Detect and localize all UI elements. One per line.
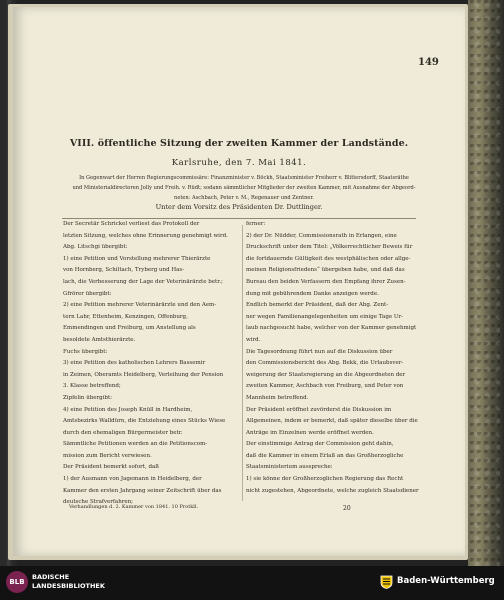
text-line: Bureau den beiden Verfassern den Empfang ihrer Zusen- [246,278,406,285]
column-divider [242,225,243,501]
text-line: 3) eine Petition des katholischen Lehrers Bassemir [63,360,206,367]
attendance-line: und Ministerialdirectoren Jolly und Freih. v. Rüdt; sodann sämmtlicher Mitglieder der zweiten Kammer, mit Ausnahme der Abgeord- [72,185,416,191]
text-line: 1) der Ausmann von Jagemann in Heidelberg, der [63,476,202,483]
text-line: laub nachgesucht habe, welcher von der Kammer genehmigt [246,325,417,332]
text-line: nicht zugestehen, Abgeordnete, welche zugleich Staatsdiener [246,487,419,494]
right-text-column [246,219,427,497]
text-line: Amtsbezirks Walldürn, die Entziehung eines Stücks Wiese [63,418,226,425]
text-line: Emmendingen und Freiburg, um Anstellung als [63,325,196,332]
text-line: dung mit gebührendem Danke anzeigen werde. [246,290,379,297]
text-line: 2) eine Petition mehrerer Veterinärärzte und den Aem- [63,302,217,309]
text-line: Der Präsident eröffnet zuvörderst die Diskussion im [246,406,392,413]
text-line: weigerung der Staatsregierung an die Abgeordneten der [246,371,406,378]
attendance-line: In Gegenwart der Herren Regierungscommissäre: Finanzminister v. Böckh, Staatsminister Freiherr v. Blittersdorff, Staatsräthe [79,175,409,181]
dateline: Karlsruhe, den 7. Mai 1841. [171,158,307,168]
document-page [13,7,465,556]
text-line: 1) eine Petition und Vorstellung mehrerer Thierärzte [63,255,211,262]
book-cover-texture [470,0,500,566]
text-line: meinen Religionsfriedens“ übergeben habe, und daß das [246,267,405,274]
text-line: Zipfelin übergibt: [63,394,113,401]
text-line: Gfrörer übergibt: [63,290,112,297]
text-line: ferner: [246,221,266,227]
text-line: Sämmtliche Petitionen werden an die Petitionscom- [63,441,208,448]
text-line: die fortdauernde Gültigkeit des westphälischen oder allge- [246,255,411,262]
text-line: Der Secretär Schrickel verliest das Protokoll der [63,221,200,227]
text-line: Fuchs übergibt: [63,348,108,355]
text-line: Mannheim betreffend. [246,394,309,401]
text-line: lach, die Verbesserung der Lage der Veterinärärzte betr.; [63,278,223,285]
text-line: 1) sie könne der Großherzoglichen Regierung das Recht [246,476,404,483]
text-line: Der einstimmige Antrag der Commission geht dahin, [246,441,394,448]
text-line: besoldete Amtsthierärzte. [63,336,136,343]
left-text-column [63,219,244,509]
baden-wuerttemberg-emblem-icon [380,575,393,589]
text-line: von Hornberg, Schiltach, Tryberg und Has- [63,267,185,274]
text-line: 4) eine Petition des Joseph Knüll in Hardheim, [63,406,193,413]
session-heading: VIII. öffentliche Sitzung der zweiten Kammer der Landstände. [69,138,409,149]
text-line: in Zeimen, Oberamts Heidelberg, Verleihung der Pension [63,371,224,378]
text-line: ner wegen Familienangelegenheiten um einige Tage Ur- [246,313,403,320]
blb-logo: BLB [6,571,28,593]
text-line: durch den ehemaligen Bürgermeister betr. [63,429,183,436]
sheet-signature: 20 [343,505,351,512]
text-line: letzten Sitzung, welches ohne Erinnerung genehmigt wird. [63,232,228,239]
text-line: Kammer den ersten Jahrgang seiner Zeitschrift über das [63,487,222,494]
text-line: Die Tagesordnung führt nun auf die Diskussion über [246,348,393,355]
blb-wordmark-line: BADISCHE [32,573,70,581]
baden-wuerttemberg-label: Baden-Württemberg [397,576,495,586]
text-line: Staatsministerium ausspreche: [246,464,333,471]
text-line: daß die Kammer in einem Erlaß an das Großherzogliche [246,452,404,459]
text-line: zweiten Kammer, Aschbach von Freiburg, und Peter von [246,383,404,390]
text-line: Druckschrift unter dem Titel: „Völkerrechtlicher Beweis für [246,244,413,251]
text-line: deutsche Strafverfahren; [63,499,134,506]
blb-wordmark-line: LANDESBIBLIOTHEK [32,582,105,590]
text-line: Anträge im Einzelnen werde eröffnet werden. [246,429,374,436]
text-line: 3. Klasse betreffend; [63,383,121,390]
blb-wordmark [32,573,105,591]
footer-note: Verhandlungen d. 2. Kammer von 1841. 10 Protkll. [69,504,199,510]
page-number: 149 [418,57,439,68]
text-line: Abg. Litschgi übergibt: [63,244,128,251]
text-line: wird. [246,336,261,343]
presidency-line: Unter dem Vorsitz des Präsidenten Dr. Duttlinger. [155,203,323,211]
text-line: tern Lahr, Ettenheim, Kenzingen, Offenburg, [63,313,188,320]
text-line: Allgemeinen, indem er bemerkt, daß später dieselbe über die [246,418,418,425]
attendance-line: neten: Aschbach, Peter v. M., Regenauer und Zentner. [174,195,314,201]
text-line: 2) der Dr. Nüdder, Commissionsrath in Erlangen, eine [246,232,397,239]
text-line: den Commissionsbericht des Abg. Bekk, die Urlaubsver- [246,360,404,367]
text-line: mission zum Bericht verwiesen. [63,452,152,459]
text-line: Endlich bemerkt der Präsident, daß der Abg. Zent- [246,302,389,309]
text-line: Der Präsident bemerkt sofort, daß [63,464,159,471]
attendance-paragraph [53,173,435,203]
